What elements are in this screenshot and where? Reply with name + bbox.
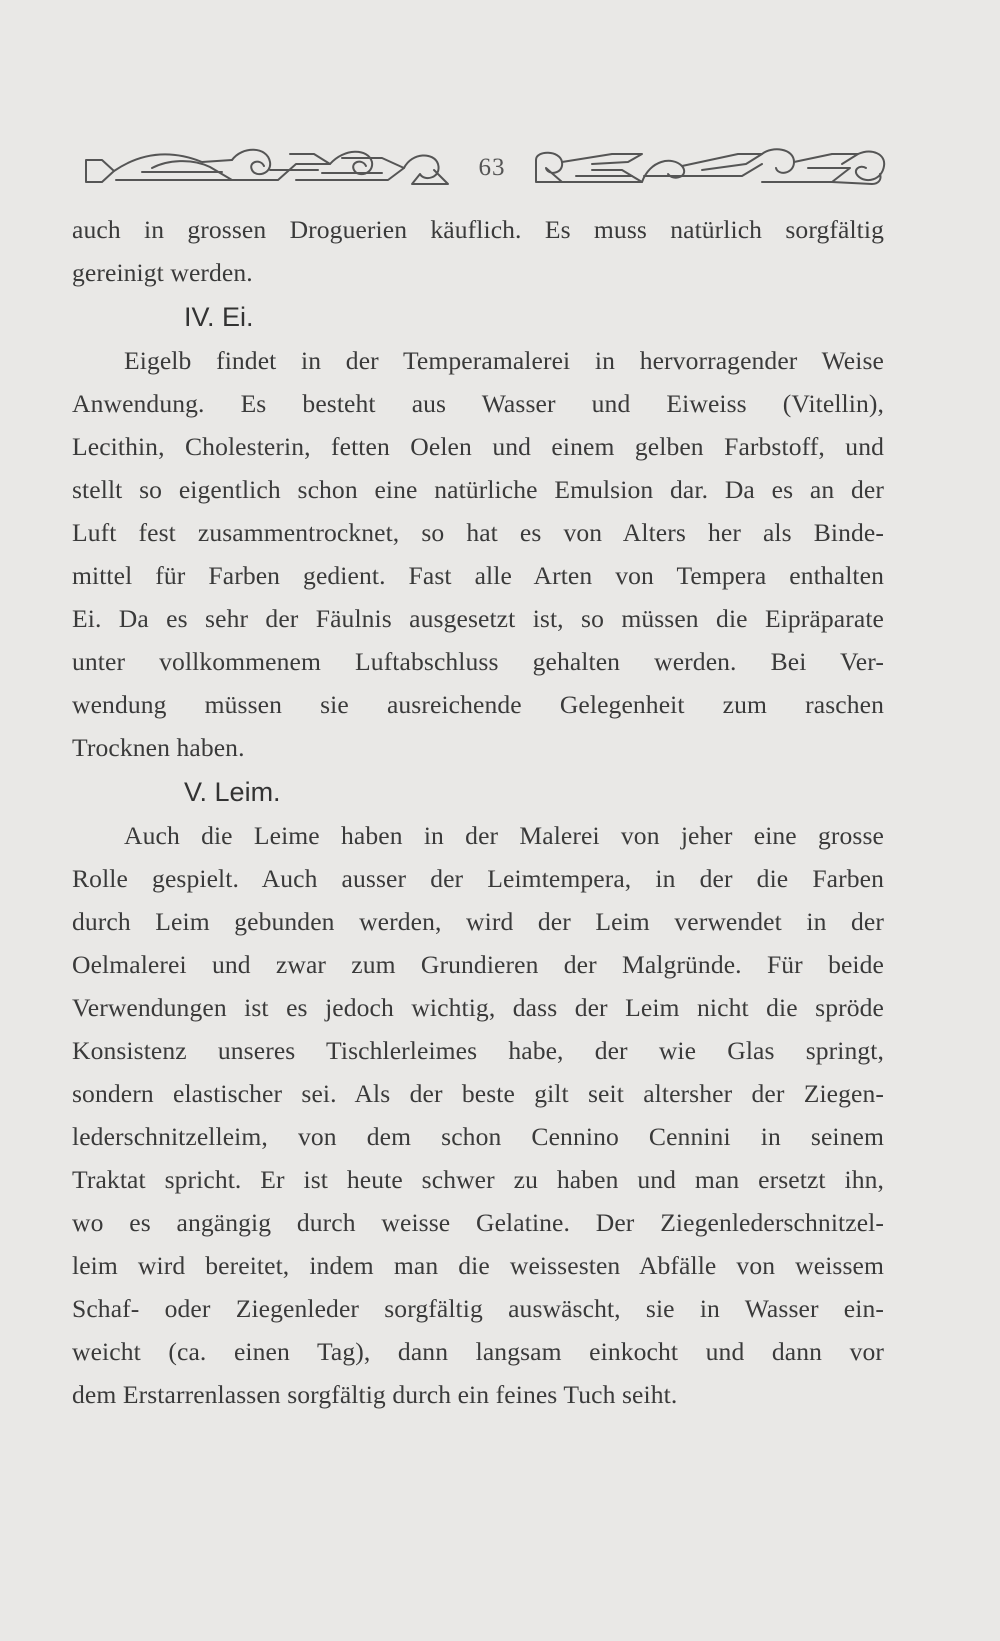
paragraph-line: leim wird bereitet, indem man die weissesten Abfälle von weissem xyxy=(72,1251,884,1280)
paragraph-line: mittel für Farben gedient. Fast alle Arten von Tempera enthalten xyxy=(72,561,884,590)
paragraph-line: Ei. Da es sehr der Fäulnis ausgesetzt ist, so müssen die Eipräparate xyxy=(72,604,884,633)
paragraph-line: gereinigt werden. xyxy=(72,258,253,287)
section-heading: V. Leim. xyxy=(184,777,281,807)
paragraph-line: lederschnitzelleim, von dem schon Cennino Cennini in seinem xyxy=(72,1122,884,1151)
paragraph-line: Auch die Leime haben in der Malerei von jeher eine grosse xyxy=(124,821,884,850)
paragraph-line: durch Leim gebunden werden, wird der Leim verwendet in der xyxy=(72,907,884,936)
page-header xyxy=(82,140,888,200)
paragraph-line: Luft fest zusammentrocknet, so hat es von Alters her als Binde- xyxy=(72,518,884,547)
paragraph-line: Konsistenz unseres Tischlerleimes habe, der wie Glas springt, xyxy=(72,1036,884,1065)
paragraph-line: Oelmalerei und zwar zum Grundieren der Malgründe. Für beide xyxy=(72,950,884,979)
paragraph-line: sondern elastischer sei. Als der beste gilt seit altersher der Ziegen- xyxy=(72,1079,884,1108)
paragraph-line: dem Erstarrenlassen sorgfältig durch ein feines Tuch seiht. xyxy=(72,1380,678,1409)
paragraph-line: wo es angängig durch weisse Gelatine. Der Ziegenlederschnitzel- xyxy=(72,1208,884,1237)
paragraph-line: stellt so eigentlich schon eine natürliche Emulsion dar. Da es an der xyxy=(72,475,884,504)
paragraph-line: unter vollkommenem Luftabschluss gehalten werden. Bei Ver- xyxy=(72,647,884,676)
paragraph-line: Verwendungen ist es jedoch wichtig, dass der Leim nicht die spröde xyxy=(72,993,884,1022)
paragraph-line: Schaf- oder Ziegenleder sorgfältig auswäscht, sie in Wasser ein- xyxy=(72,1294,884,1323)
paragraph-line: weicht (ca. einen Tag), dann langsam einkocht und dann vor xyxy=(72,1337,884,1366)
paragraph-line: Eigelb findet in der Temperamalerei in hervorragender Weise xyxy=(124,346,884,375)
page-number: 63 xyxy=(478,154,506,181)
paragraph-line: Lecithin, Cholesterin, fetten Oelen und einem gelben Farbstoff, und xyxy=(72,432,884,461)
paragraph-line: Traktat spricht. Er ist heute schwer zu haben und man ersetzt ihn, xyxy=(72,1165,884,1194)
paragraph-line: Rolle gespielt. Auch ausser der Leimtempera, in der die Farben xyxy=(72,864,884,893)
paragraph-line: Anwendung. Es besteht aus Wasser und Eiweiss (Vitellin), xyxy=(72,389,884,418)
paragraph-line: wendung müssen sie ausreichende Gelegenheit zum raschen xyxy=(72,690,884,719)
ornament-right-icon xyxy=(532,140,888,200)
page-body xyxy=(72,208,884,1416)
ornament-left-icon xyxy=(82,140,452,200)
paragraph-line: auch in grossen Droguerien käuflich. Es muss natürlich sorgfältig xyxy=(72,215,884,244)
section-heading: IV. Ei. xyxy=(184,302,254,332)
paragraph-line: Trocknen haben. xyxy=(72,733,245,762)
